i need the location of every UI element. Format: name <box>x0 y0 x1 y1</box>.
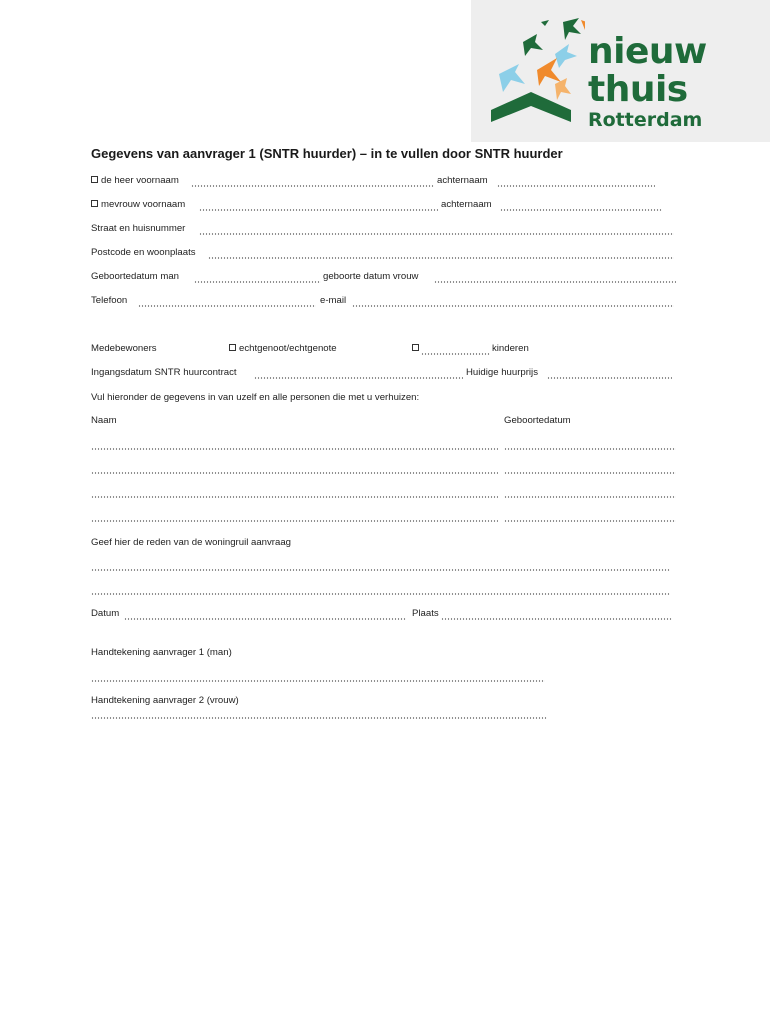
mevrouw-label: mevrouw voornaam <box>101 199 186 210</box>
echtgenoot-option <box>229 343 337 355</box>
email-field[interactable] <box>352 305 674 307</box>
geboortedatum-man-field[interactable] <box>194 281 321 283</box>
mevrouw-voornaam-field[interactable] <box>199 209 438 211</box>
logo-text-rotterdam: Rotterdam <box>588 109 703 131</box>
reden-label: Geef hier de reden van de woningruil aanvraag <box>91 537 292 548</box>
ingangsdatum-label: Ingangsdatum SNTR huurcontract <box>91 367 237 378</box>
heer-label: de heer voornaam <box>101 175 179 186</box>
echtgenoot-label: echtgenoot/echtgenote <box>239 343 337 354</box>
plaats-field[interactable] <box>441 618 672 620</box>
person-geboortedatum-field[interactable] <box>504 520 676 522</box>
straat-field[interactable] <box>199 233 674 235</box>
person-geboortedatum-field[interactable] <box>504 496 676 498</box>
huurprijs-field[interactable] <box>547 377 672 379</box>
heer-achternaam-label: achternaam <box>437 175 488 186</box>
handtekening1-field[interactable] <box>91 680 545 682</box>
person-geboortedatum-field[interactable] <box>504 448 676 450</box>
person-naam-field[interactable] <box>91 496 498 498</box>
kinderen-checkbox[interactable] <box>412 344 419 351</box>
handtekening1-label: Handtekening aanvrager 1 (man) <box>91 647 232 658</box>
heer-row <box>91 175 179 187</box>
mevrouw-achternaam-field[interactable] <box>500 209 662 211</box>
medebewoners-label: Medebewoners <box>91 343 157 354</box>
kinderen-count-field[interactable] <box>421 353 490 355</box>
naam-header: Naam <box>91 415 117 426</box>
form-title: Gegevens van aanvrager 1 (SNTR huurder) – in te vullen door SNTR huurder <box>91 146 563 161</box>
logo-text-nieuw: nieuw <box>588 31 707 72</box>
person-naam-field[interactable] <box>91 472 498 474</box>
person-naam-field[interactable] <box>91 448 498 450</box>
telefoon-label: Telefoon <box>91 295 128 306</box>
heer-voornaam-field[interactable] <box>191 185 434 187</box>
ingangsdatum-field[interactable] <box>254 377 463 379</box>
kinderen-label: kinderen <box>492 343 529 354</box>
person-naam-field[interactable] <box>91 520 498 522</box>
postcode-label: Postcode en woonplaats <box>91 247 196 258</box>
datum-label: Datum <box>91 608 120 619</box>
email-label: e-mail <box>320 295 347 306</box>
telefoon-field[interactable] <box>138 305 316 307</box>
heer-checkbox[interactable] <box>91 176 98 183</box>
mevrouw-achternaam-label: achternaam <box>441 199 492 210</box>
house-arrows-logo-icon <box>485 14 585 129</box>
straat-label: Straat en huisnummer <box>91 223 186 234</box>
personen-intro: Vul hieronder de gegevens in van uzelf en alle personen die met u verhuizen: <box>91 392 420 403</box>
mevrouw-row <box>91 199 185 211</box>
mevrouw-checkbox[interactable] <box>91 200 98 207</box>
echtgenoot-checkbox[interactable] <box>229 344 236 351</box>
reden-field-line-1[interactable] <box>91 569 670 571</box>
geboortedatum-header: Geboortedatum <box>504 415 571 426</box>
logo <box>471 0 770 142</box>
postcode-field[interactable] <box>208 257 674 259</box>
plaats-label: Plaats <box>412 608 439 619</box>
handtekening2-label: Handtekening aanvrager 2 (vrouw) <box>91 695 239 706</box>
geboortedatum-vrouw-label: geboorte datum vrouw <box>323 271 419 282</box>
logo-text-thuis: thuis <box>588 69 688 110</box>
handtekening2-field[interactable] <box>91 717 547 719</box>
reden-field-line-2[interactable] <box>91 593 670 595</box>
heer-achternaam-field[interactable] <box>497 185 655 187</box>
datum-field[interactable] <box>124 618 406 620</box>
geboortedatum-vrouw-field[interactable] <box>434 281 676 283</box>
huurprijs-label: Huidige huurprijs <box>466 367 538 378</box>
person-geboortedatum-field[interactable] <box>504 472 676 474</box>
geboortedatum-man-label: Geboortedatum man <box>91 271 179 282</box>
